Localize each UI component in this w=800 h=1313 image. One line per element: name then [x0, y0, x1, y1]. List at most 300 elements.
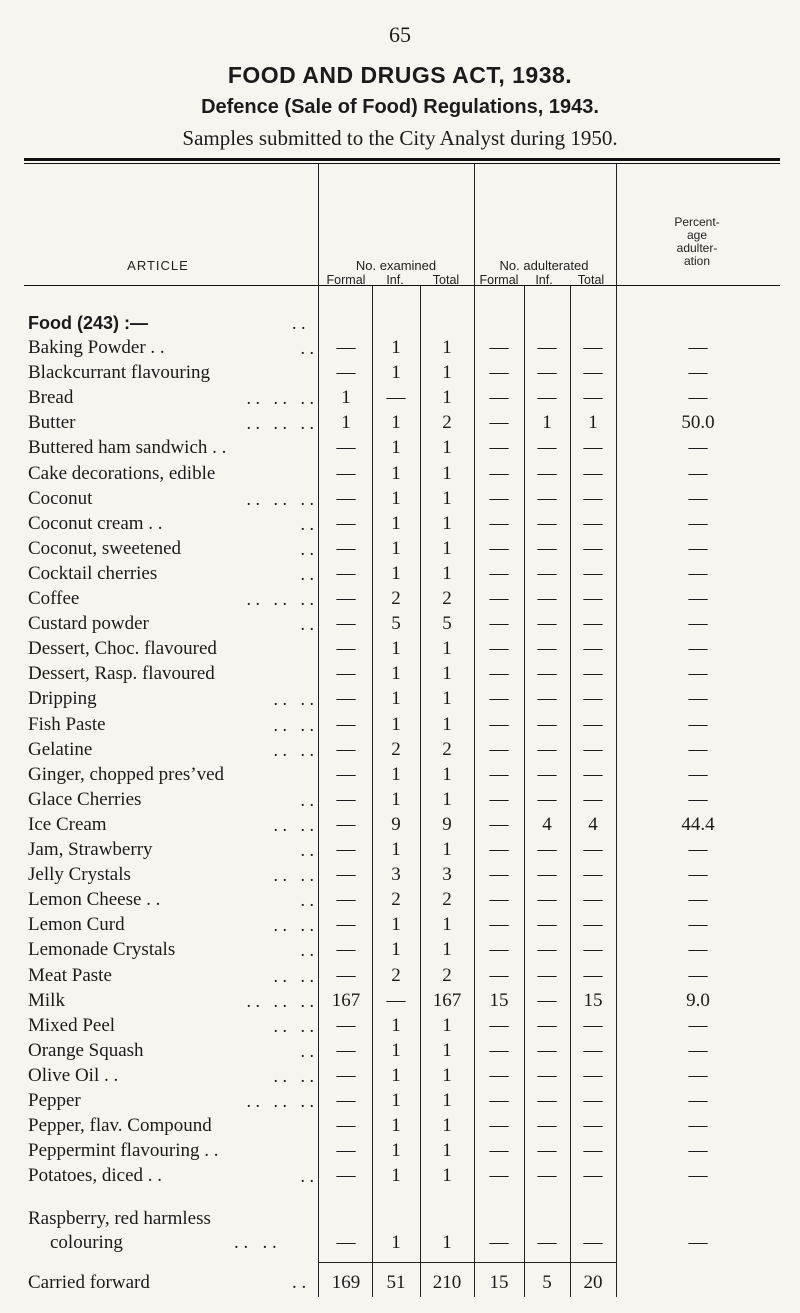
cell-ex-inf: 1 — [391, 1014, 401, 1036]
header-adulterated: No. adulterated — [499, 258, 589, 273]
header-article: ARTICLE — [127, 258, 189, 273]
cell-ex-inf: 3 — [391, 864, 401, 886]
table-row — [0, 437, 800, 459]
cell-ex-formal: — — [336, 763, 356, 785]
cell-ex-total: 1 — [442, 537, 452, 559]
cell-ad-total: — — [583, 889, 603, 911]
cell-ad-formal: — — [489, 1115, 509, 1137]
cell-ad-inf: — — [537, 939, 557, 961]
cell-ad-total: — — [583, 512, 603, 534]
cell-ad-total: — — [583, 1064, 603, 1086]
leader-dots: . . . . . . — [246, 388, 314, 409]
header-percentage-line1: Percent- — [674, 215, 720, 229]
cell-pct: — — [688, 939, 708, 961]
cell-ad-formal: — — [489, 663, 509, 685]
cell-ex-formal: 1 — [341, 387, 351, 409]
cell-ex-inf: 1 — [391, 1039, 401, 1061]
article-name: Coconut cream . . — [28, 512, 163, 534]
article-name: Cake decorations, edible — [28, 462, 216, 484]
cell-ad-inf: — — [537, 713, 557, 735]
cell-ex-total: 167 — [432, 989, 462, 1011]
cell-pct: — — [688, 362, 708, 384]
cell-ad-formal: — — [489, 613, 509, 635]
article-name: Coconut, sweetened — [28, 537, 182, 559]
cell-ad-formal: — — [489, 337, 509, 358]
cell-ex-total: 1 — [442, 562, 452, 584]
cell-pct: — — [688, 562, 708, 584]
raspberry-ex-total: 1 — [442, 1232, 452, 1253]
cell-ad-formal: — — [489, 914, 509, 936]
cell-ex-formal: — — [336, 437, 356, 459]
cell-pct: — — [688, 462, 708, 484]
cell-pct: 50.0 — [681, 412, 715, 434]
carried-ad-formal: 15 — [489, 1272, 509, 1293]
cell-ex-total: 1 — [442, 663, 452, 685]
raspberry-article-line2: colouring — [50, 1232, 123, 1253]
cell-ex-formal: — — [336, 1090, 356, 1111]
cell-ad-inf: — — [537, 487, 557, 509]
cell-ex-inf: — — [386, 387, 406, 409]
cell-pct: — — [688, 788, 708, 810]
table-row — [0, 387, 800, 409]
cell-ad-total: — — [583, 1039, 603, 1061]
cell-ad-formal: 15 — [489, 989, 509, 1011]
leader-dots: . . . . . . — [246, 488, 314, 509]
cell-ex-formal: — — [336, 1014, 356, 1036]
cell-ex-total: 2 — [442, 412, 452, 434]
cell-ex-inf: 1 — [391, 788, 401, 810]
raspberry-ad-total: — — [583, 1232, 603, 1253]
table-row — [0, 914, 800, 936]
top-rule-thin — [24, 163, 780, 164]
leader-dots: . . . . . . — [246, 589, 314, 609]
cell-ad-inf: — — [537, 964, 557, 986]
header-examined: No. examined — [355, 258, 437, 273]
article-name: Dripping — [28, 688, 97, 710]
cell-ex-formal: — — [336, 1115, 356, 1137]
cell-ad-formal: — — [489, 1165, 509, 1187]
cell-ex-formal: — — [336, 663, 356, 685]
cell-ex-total: 1 — [442, 462, 452, 484]
cell-ad-inf: — — [537, 864, 557, 886]
cell-ad-total: — — [583, 487, 603, 509]
cell-ad-inf: — — [537, 788, 557, 810]
table-row — [0, 538, 800, 560]
table-row — [0, 1090, 800, 1112]
cell-ad-formal: — — [489, 1140, 509, 1162]
table-row — [0, 563, 800, 585]
table-row — [0, 337, 800, 359]
cell-pct: — — [688, 487, 708, 509]
cell-ex-total: 3 — [442, 864, 452, 886]
cell-ad-formal: — — [489, 688, 509, 710]
cell-ad-inf: — — [537, 387, 557, 409]
article-name: Jelly Crystals — [28, 864, 131, 886]
leader-dots: . . — [300, 614, 314, 635]
cell-ex-inf: 1 — [391, 763, 401, 785]
cell-ad-total: — — [583, 713, 603, 735]
cell-pct: — — [688, 588, 708, 609]
cell-pct: — — [688, 638, 708, 660]
cell-ex-inf: 1 — [391, 1140, 401, 1162]
leader-dots: . . . . . . — [246, 990, 314, 1011]
leader-dots: . . . . — [273, 1015, 314, 1036]
cell-ex-formal: — — [336, 939, 356, 961]
cell-pct: — — [688, 663, 708, 685]
cell-ad-total: — — [583, 738, 603, 760]
raspberry-article-line1: Raspberry, red harmless — [28, 1208, 211, 1229]
cell-ad-inf: — — [537, 914, 557, 936]
article-name: Glace Cherries — [28, 788, 142, 810]
cell-ad-formal: — — [489, 889, 509, 911]
article-name: Lemon Cheese . . — [28, 889, 161, 911]
cell-pct: — — [688, 613, 708, 635]
cell-ad-formal: — — [489, 788, 509, 810]
article-name: Custard powder — [28, 613, 149, 635]
cell-ex-inf: 1 — [391, 412, 401, 434]
table-row — [0, 638, 800, 660]
cell-ad-formal: — — [489, 387, 509, 409]
article-name: Jam, Strawberry — [28, 839, 153, 860]
header-ex-inf: Inf. — [386, 273, 404, 287]
table-row — [0, 663, 800, 685]
cell-ex-formal: — — [336, 738, 356, 760]
cell-ad-formal: — — [489, 412, 509, 434]
raspberry-ad-inf: — — [537, 1232, 557, 1253]
cell-ex-total: 1 — [442, 512, 452, 534]
cell-ad-formal: — — [489, 462, 509, 484]
cell-pct: — — [688, 537, 708, 559]
cell-ad-formal: — — [489, 738, 509, 760]
cell-ad-formal: — — [489, 487, 509, 509]
carried-forward-row — [0, 1272, 800, 1296]
cell-ex-formal: — — [336, 562, 356, 584]
cell-ex-total: 1 — [442, 1115, 452, 1137]
table-row — [0, 889, 800, 911]
cell-ex-inf: 1 — [391, 487, 401, 509]
cell-ex-total: 1 — [442, 763, 452, 785]
cell-ex-inf: 1 — [391, 939, 401, 961]
table-row — [0, 839, 800, 861]
cell-ex-formal: — — [336, 1064, 356, 1086]
cell-ex-formal: — — [336, 537, 356, 559]
page-number: 65 — [389, 22, 411, 47]
raspberry-ad-formal: — — [489, 1232, 509, 1253]
cell-ex-total: 2 — [442, 964, 452, 986]
cell-pct: 44.4 — [681, 813, 715, 835]
cell-ex-formal: — — [336, 362, 356, 384]
cell-ad-total: — — [583, 462, 603, 484]
cell-ad-formal: — — [489, 939, 509, 961]
cell-ex-inf: 1 — [391, 638, 401, 660]
cell-ad-total: — — [583, 663, 603, 685]
section-heading-text: Food (243) :— — [28, 313, 148, 333]
cell-ex-formal: — — [336, 1039, 356, 1061]
cell-ex-inf: 1 — [391, 1064, 401, 1086]
cell-ad-inf: — — [537, 437, 557, 459]
cell-ad-inf: — — [537, 1165, 557, 1187]
article-name: Meat Paste — [28, 964, 112, 986]
cell-ex-inf: 9 — [391, 813, 401, 835]
cell-ad-total: — — [583, 337, 603, 358]
article-name: Coffee — [28, 588, 80, 609]
cell-ad-formal: — — [489, 362, 509, 384]
cell-pct: — — [688, 1064, 708, 1086]
cell-pct: — — [688, 763, 708, 785]
cell-ad-inf: 4 — [542, 813, 552, 835]
leader-dots: . . . . . . — [246, 413, 314, 434]
cell-ad-total: — — [583, 562, 603, 584]
table-row — [0, 939, 800, 961]
cell-ad-formal: — — [489, 437, 509, 459]
article-name: Ice Cream — [28, 813, 107, 835]
table-row — [0, 688, 800, 710]
cell-ad-inf: — — [537, 1090, 557, 1111]
cell-ad-inf: — — [537, 688, 557, 710]
cell-pct: — — [688, 1014, 708, 1036]
raspberry-ex-inf: 1 — [391, 1232, 401, 1253]
cell-ex-inf: 2 — [391, 738, 401, 760]
cell-ex-inf: 1 — [391, 914, 401, 936]
cell-ad-inf: — — [537, 462, 557, 484]
article-name: Peppermint flavouring . . — [28, 1140, 219, 1162]
article-name: Pepper, flav. Compound — [28, 1115, 212, 1137]
top-rule-thick — [24, 158, 780, 161]
cell-ad-total: — — [583, 1014, 603, 1036]
cell-ad-total: — — [583, 964, 603, 986]
carried-ex-total: 210 — [432, 1272, 462, 1293]
cell-pct: — — [688, 688, 708, 710]
cell-ad-total: — — [583, 788, 603, 810]
cell-pct: — — [688, 1090, 708, 1111]
cell-pct: — — [688, 1165, 708, 1187]
leader-dots: . . — [300, 563, 314, 584]
leader-dots: . . — [300, 1040, 314, 1061]
article-name: Dessert, Choc. flavoured — [28, 638, 217, 660]
header-percentage-line4: ation — [683, 254, 711, 268]
cell-ad-total: — — [583, 864, 603, 886]
cell-ex-inf: 1 — [391, 839, 401, 860]
cell-ex-formal: — — [336, 688, 356, 710]
cell-ex-inf: 1 — [391, 1115, 401, 1137]
cell-pct: — — [688, 914, 708, 936]
cell-ad-total: — — [583, 638, 603, 660]
table-row — [0, 990, 800, 1012]
cell-pct: — — [688, 864, 708, 886]
raspberry-dots: . . . . — [234, 1232, 277, 1253]
cell-pct: — — [688, 713, 708, 735]
cell-ad-formal: — — [489, 537, 509, 559]
cell-ex-total: 1 — [442, 839, 452, 860]
cell-ex-formal: — — [336, 1140, 356, 1162]
cell-ad-total: — — [583, 537, 603, 559]
leader-dots: . . — [300, 513, 314, 534]
cell-ad-formal: — — [489, 588, 509, 609]
header-ad-inf: Inf. — [535, 273, 553, 287]
leader-dots: . . . . — [273, 865, 314, 886]
cell-ad-formal: — — [489, 713, 509, 735]
cell-ex-total: 1 — [442, 1090, 452, 1111]
cell-pct: — — [688, 1115, 708, 1137]
article-name: Pepper — [28, 1090, 81, 1111]
article-name: Lemonade Crystals — [28, 939, 176, 961]
cell-ex-total: 2 — [442, 588, 452, 609]
cell-ad-inf: — — [537, 638, 557, 660]
article-name: Milk — [28, 989, 65, 1011]
table-row — [0, 513, 800, 535]
article-name: Butter — [28, 412, 76, 434]
leader-dots: . . . . — [273, 689, 314, 710]
leader-dots: . . . . — [273, 814, 314, 835]
cell-ex-total: 9 — [442, 813, 452, 835]
cell-ad-inf: 1 — [542, 412, 552, 434]
cell-ex-total: 1 — [442, 437, 452, 459]
cell-ad-total: — — [583, 1090, 603, 1111]
cell-ex-formal: — — [336, 864, 356, 886]
cell-pct: — — [688, 738, 708, 760]
cell-ad-inf: — — [537, 763, 557, 785]
table-row — [0, 714, 800, 736]
article-name: Coconut — [28, 487, 93, 509]
cell-pct: — — [688, 512, 708, 534]
cell-ad-total: 1 — [588, 412, 598, 434]
cell-ex-inf: 1 — [391, 337, 401, 358]
header-ex-total: Total — [432, 273, 460, 287]
cell-ex-inf: — — [386, 989, 406, 1011]
cell-ad-total: — — [583, 763, 603, 785]
cell-ad-inf: — — [537, 512, 557, 534]
cell-ad-formal: — — [489, 864, 509, 886]
cell-ex-total: 1 — [442, 638, 452, 660]
cell-ad-inf: — — [537, 738, 557, 760]
table-row — [0, 412, 800, 434]
article-name: Potatoes, diced . . — [28, 1165, 163, 1187]
carried-rule-left — [318, 1262, 616, 1263]
cell-ad-inf: — — [537, 337, 557, 358]
table-subtitle: Samples submitted to the City Analyst during 1950. — [182, 126, 618, 150]
cell-ex-total: 5 — [442, 613, 452, 635]
cell-ex-inf: 1 — [391, 1165, 401, 1187]
cell-ad-inf: — — [537, 562, 557, 584]
section-heading-dots: . . — [292, 313, 306, 333]
cell-ex-formal: — — [336, 914, 356, 936]
article-name: Cocktail cherries — [28, 562, 158, 584]
article-name: Blackcurrant flavouring — [28, 362, 211, 384]
cell-ad-total: — — [583, 362, 603, 384]
cell-ad-formal: — — [489, 763, 509, 785]
article-name: Bread — [28, 387, 74, 409]
cell-ex-formal: — — [336, 839, 356, 860]
article-name: Lemon Curd — [28, 914, 125, 936]
cell-ex-total: 1 — [442, 939, 452, 961]
cell-pct: — — [688, 437, 708, 459]
carried-forward-label: Carried forward — [28, 1272, 150, 1293]
act-title: FOOD AND DRUGS ACT, 1938. — [227, 62, 573, 88]
cell-ad-formal: — — [489, 1039, 509, 1061]
table-row — [0, 588, 800, 610]
cell-ad-formal: — — [489, 839, 509, 860]
cell-pct: 9.0 — [686, 989, 710, 1011]
leader-dots: . . . . — [273, 915, 314, 936]
cell-ad-inf: — — [537, 1014, 557, 1036]
cell-ad-inf: — — [537, 889, 557, 911]
article-name: Gelatine — [28, 738, 93, 760]
raspberry-pct: — — [688, 1232, 708, 1253]
cell-ad-inf: — — [537, 588, 557, 609]
table-row — [0, 814, 800, 836]
cell-ex-total: 1 — [442, 362, 452, 384]
article-name: Baking Powder . . — [28, 337, 165, 358]
cell-ad-formal: — — [489, 1014, 509, 1036]
leader-dots: . . — [300, 890, 314, 911]
leader-dots: . . . . — [273, 714, 314, 735]
cell-ex-formal: — — [336, 613, 356, 635]
cell-ex-total: 1 — [442, 1165, 452, 1187]
cell-ex-inf: 1 — [391, 537, 401, 559]
table-row — [0, 1040, 800, 1062]
cell-ex-inf: 1 — [391, 663, 401, 685]
cell-pct: — — [688, 1039, 708, 1061]
article-name: Dessert, Rasp. flavoured — [28, 663, 215, 685]
article-name: Ginger, chopped pres’ved — [28, 763, 225, 785]
leader-dots: . . — [300, 840, 314, 860]
header-ad-total: Total — [577, 273, 605, 287]
table-row — [0, 613, 800, 635]
cell-ad-total: 15 — [583, 989, 603, 1011]
raspberry-ex-formal: — — [336, 1232, 356, 1253]
table-row — [0, 764, 800, 786]
cell-ex-formal: — — [336, 337, 356, 358]
cell-ad-inf: — — [537, 613, 557, 635]
cell-ad-total: — — [583, 437, 603, 459]
table-row — [0, 362, 800, 384]
cell-ad-formal: — — [489, 813, 509, 835]
cell-ad-total: — — [583, 688, 603, 710]
cell-ad-inf: — — [537, 989, 557, 1011]
cell-ex-total: 1 — [442, 1140, 452, 1162]
cell-pct: — — [688, 889, 708, 911]
table-row — [0, 739, 800, 761]
cell-ad-total: — — [583, 387, 603, 409]
cell-ex-formal: — — [336, 964, 356, 986]
cell-ad-total: — — [583, 914, 603, 936]
cell-ad-inf: — — [537, 839, 557, 860]
cell-ex-inf: 1 — [391, 437, 401, 459]
regulations-title: Defence (Sale of Food) Regulations, 1943. — [201, 96, 599, 118]
cell-pct: — — [688, 964, 708, 986]
leader-dots: . . — [300, 538, 314, 559]
leader-dots: . . . . — [273, 965, 314, 986]
leader-dots: . . . . . . — [246, 1091, 314, 1111]
cell-ad-inf: — — [537, 1039, 557, 1061]
cell-ex-formal: — — [336, 1165, 356, 1187]
cell-ex-inf: 1 — [391, 1090, 401, 1111]
cell-ex-formal: — — [336, 487, 356, 509]
cell-pct: — — [688, 839, 708, 860]
cell-ex-formal: — — [336, 813, 356, 835]
table-row — [0, 1015, 800, 1037]
header-ex-formal: Formal — [326, 273, 366, 287]
cell-ex-inf: 1 — [391, 713, 401, 735]
cell-ex-formal: — — [336, 638, 356, 660]
cell-pct: — — [688, 1140, 708, 1162]
table-row — [0, 1165, 800, 1187]
table-row-raspberry — [0, 1208, 800, 1258]
cell-ad-total: — — [583, 1165, 603, 1187]
cell-pct: — — [688, 387, 708, 409]
article-name: Orange Squash — [28, 1039, 144, 1061]
cell-ex-inf: 5 — [391, 613, 401, 635]
